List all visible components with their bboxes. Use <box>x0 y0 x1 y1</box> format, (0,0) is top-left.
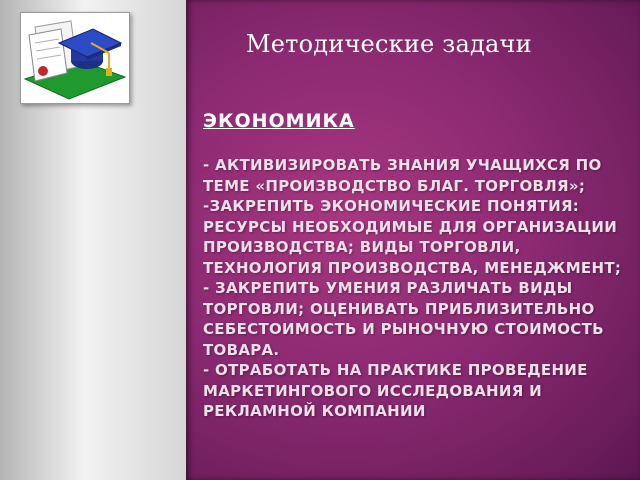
objective-item: - АКТИВИЗИРОВАТЬ ЗНАНИЯ УЧАЩИХСЯ ПО ТЕМЕ «ПРОИЗВОДСТВО БЛАГ. ТОРГОВЛЯ»; <box>203 156 602 195</box>
objective-item: -ЗАКРЕПИТЬ ЭКОНОМИЧЕСКИЕ ПОНЯТИЯ: РЕСУРСЫ НЕОБХОДИМЫЕ ДЛЯ ОРГАНИЗАЦИИ ПРОИЗВОДСТВА; ВИДЫ ТОРГОВЛИ, ТЕХНОЛОГИЯ ПРОИЗВОДСТВА, МЕНЕДЖМЕНТ; <box>203 197 622 277</box>
section-heading: ЭКОНОМИКА <box>203 110 355 132</box>
slide-title: Методические задачи <box>246 30 532 58</box>
graduation-logo <box>20 12 130 104</box>
objective-item: - ЗАКРЕПИТЬ УМЕНИЯ РАЗЛИЧАТЬ ВИДЫ ТОРГОВЛИ; ОЦЕНИВАТЬ ПРИБЛИЗИТЕЛЬНО СЕБЕСТОИМОСТЬ И РЫНОЧНУЮ СТОИМОСТЬ ТОВАРА. <box>203 279 604 359</box>
graduation-cap-diploma-icon <box>21 13 129 103</box>
objectives-list <box>203 155 628 422</box>
objective-item: - ОТРАБОТАТЬ НА ПРАКТИКЕ ПРОВЕДЕНИЕ МАРКЕТИНГОВОГО ИССЛЕДОВАНИЯ И РЕКЛАМНОЙ КОМПАНИИ <box>203 361 588 420</box>
